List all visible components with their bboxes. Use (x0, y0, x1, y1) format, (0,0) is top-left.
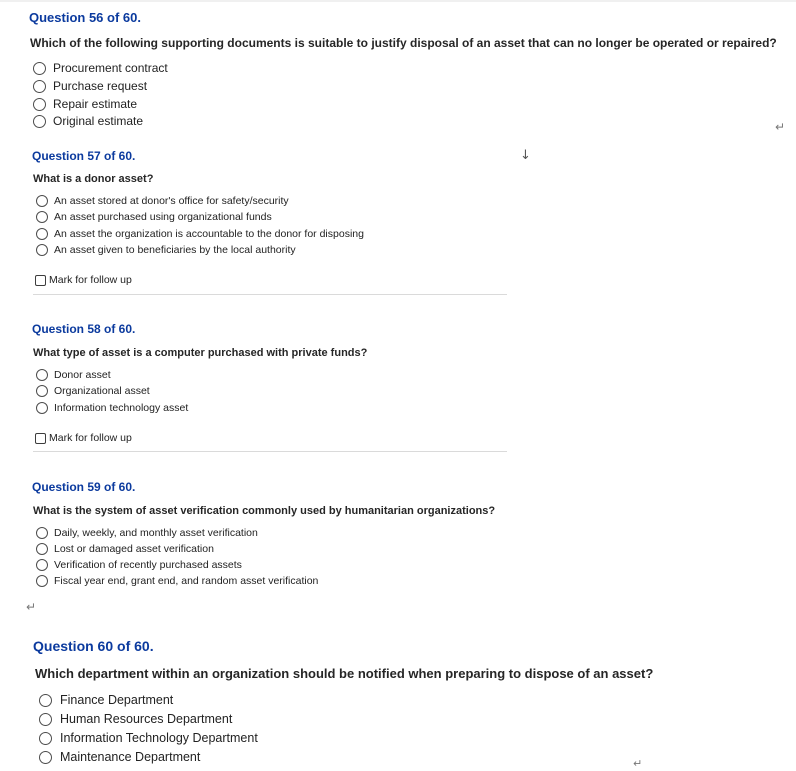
answer-option[interactable] (36, 575, 318, 587)
answer-option[interactable] (36, 402, 188, 414)
question-text: Which department within an organization should be notified when preparing to dispose of an asset? (35, 666, 654, 681)
question-title: Question 56 of 60. (29, 10, 141, 25)
radio-button[interactable] (33, 98, 46, 111)
follow-up-label: Mark for follow up (49, 432, 132, 444)
down-arrow-icon: ↓ (520, 148, 531, 163)
radio-button[interactable] (39, 694, 52, 707)
question-text: What is a donor asset? (33, 173, 154, 185)
option-label: An asset purchased using organizational funds (54, 211, 272, 223)
mark-for-follow-up[interactable] (35, 274, 132, 286)
option-label: Procurement contract (53, 61, 168, 75)
option-label: Daily, weekly, and monthly asset verification (54, 527, 258, 539)
divider (33, 294, 507, 295)
answer-option[interactable] (33, 79, 147, 93)
radio-button[interactable] (33, 115, 46, 128)
question-title: Question 58 of 60. (32, 322, 136, 336)
option-label: An asset stored at donor's office for safety/security (54, 195, 289, 207)
answer-option[interactable] (36, 195, 289, 207)
option-label: Information technology asset (54, 402, 189, 414)
option-label: Maintenance Department (60, 750, 201, 764)
mark-for-follow-up[interactable] (35, 432, 132, 444)
option-label: Purchase request (53, 79, 148, 93)
option-label: An asset given to beneficiaries by the local authority (54, 244, 296, 256)
top-border (0, 0, 796, 2)
question-title: Question 57 of 60. (32, 149, 136, 163)
option-label: Fiscal year end, grant end, and random asset verification (54, 575, 319, 587)
radio-button[interactable] (36, 575, 48, 587)
radio-button[interactable] (36, 228, 48, 240)
follow-up-checkbox[interactable] (35, 433, 46, 444)
return-icon: ↵ (26, 600, 37, 614)
question-text: What is the system of asset verification commonly used by humanitarian organizations? (33, 505, 496, 517)
answer-option[interactable] (36, 543, 214, 555)
answer-option[interactable] (39, 693, 173, 707)
option-label: Human Resources Department (60, 712, 233, 726)
radio-button[interactable] (33, 80, 46, 93)
radio-button[interactable] (36, 211, 48, 223)
question-text: What type of asset is a computer purchased with private funds? (33, 347, 368, 359)
option-label: Verification of recently purchased assets (54, 559, 242, 571)
radio-button[interactable] (36, 543, 48, 555)
question-text: Which of the following supporting documents is suitable to justify disposal of an asset that can no longer be operated or repaired? (30, 36, 777, 50)
answer-option[interactable] (39, 750, 200, 764)
return-icon: ↵ (633, 757, 643, 770)
answer-option[interactable] (36, 385, 150, 397)
answer-option[interactable] (36, 527, 258, 539)
radio-button[interactable] (36, 527, 48, 539)
option-label: Donor asset (54, 369, 111, 381)
radio-button[interactable] (33, 62, 46, 75)
answer-option[interactable] (36, 228, 364, 240)
answer-option[interactable] (33, 61, 168, 75)
option-label: Organizational asset (54, 385, 150, 397)
answer-option[interactable] (36, 244, 296, 256)
answer-option[interactable] (39, 712, 232, 726)
radio-button[interactable] (36, 195, 48, 207)
answer-option[interactable] (36, 369, 111, 381)
follow-up-label: Mark for follow up (49, 274, 132, 286)
answer-option[interactable] (39, 731, 258, 745)
radio-button[interactable] (36, 559, 48, 571)
question-title: Question 60 of 60. (33, 638, 154, 654)
option-label: Lost or damaged asset verification (54, 543, 214, 555)
radio-button[interactable] (36, 402, 48, 414)
radio-button[interactable] (39, 713, 52, 726)
option-label: Information Technology Department (60, 731, 258, 745)
answer-option[interactable] (36, 211, 272, 223)
radio-button[interactable] (36, 385, 48, 397)
radio-button[interactable] (39, 751, 52, 764)
option-label: Finance Department (60, 693, 174, 707)
return-icon: ↵ (775, 120, 786, 134)
divider (33, 451, 507, 452)
question-title: Question 59 of 60. (32, 480, 136, 494)
follow-up-checkbox[interactable] (35, 275, 46, 286)
radio-button[interactable] (36, 369, 48, 381)
answer-option[interactable] (33, 97, 137, 111)
radio-button[interactable] (39, 732, 52, 745)
answer-option[interactable] (33, 114, 143, 128)
answer-option[interactable] (36, 559, 242, 571)
radio-button[interactable] (36, 244, 48, 256)
option-label: Repair estimate (53, 97, 138, 111)
option-label: Original estimate (53, 114, 144, 128)
option-label: An asset the organization is accountable to the donor for disposing (54, 228, 364, 240)
